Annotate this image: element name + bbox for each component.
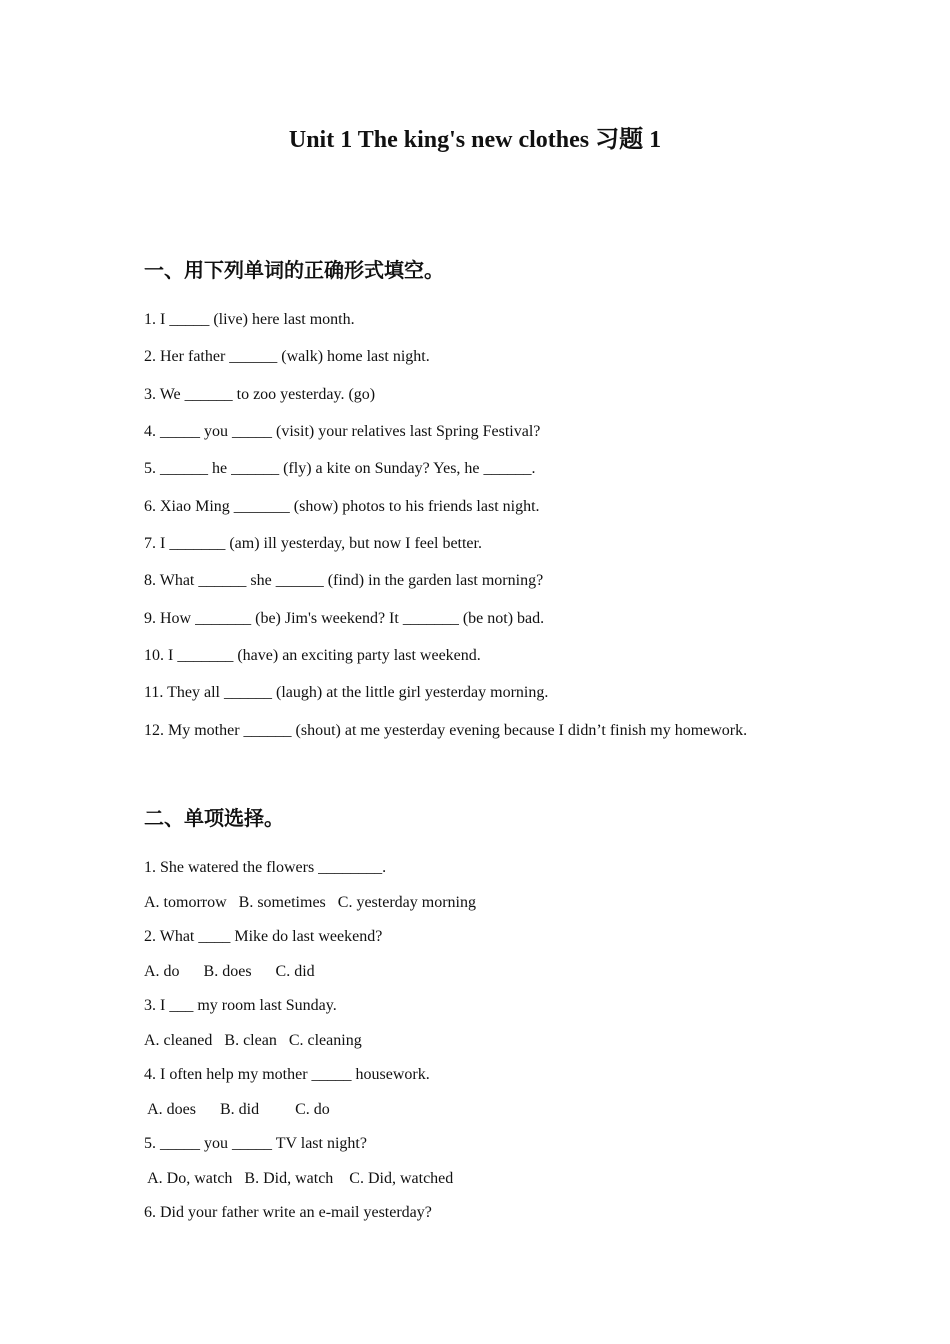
- section-2-options-4: A. does B. did C. do: [144, 1101, 330, 1118]
- section-1-heading: 一、用下列单词的正确形式填空。: [144, 258, 444, 282]
- section-2-question-3: 3. I ___ my room last Sunday.: [144, 997, 337, 1014]
- section-1-item-12: 12. My mother ______ (shout) at me yesterday evening because I didn’t finish my homework.: [144, 722, 748, 739]
- section-1-item-7: 7. I _______ (am) ill yesterday, but now I feel better.: [144, 535, 482, 552]
- section-2-question-6: 6. Did your father write an e-mail yesterday?: [144, 1204, 432, 1221]
- section-1-item-4: 4. _____ you _____ (visit) your relatives last Spring Festival?: [144, 423, 541, 440]
- section-2-question-4: 4. I often help my mother _____ housework.: [144, 1066, 430, 1083]
- page-title: Unit 1 The king's new clothes 习题 1: [288, 127, 662, 153]
- section-1-item-11: 11. They all ______ (laugh) at the little girl yesterday morning.: [144, 684, 549, 701]
- section-2-options-1: A. tomorrow B. sometimes C. yesterday morning: [144, 894, 476, 911]
- section-1-item-6: 6. Xiao Ming _______ (show) photos to his friends last night.: [144, 498, 540, 515]
- section-1-item-8: 8. What ______ she ______ (find) in the garden last morning?: [144, 572, 544, 589]
- section-1-item-2: 2. Her father ______ (walk) home last night.: [144, 348, 430, 365]
- section-2-question-2: 2. What ____ Mike do last weekend?: [144, 928, 383, 945]
- section-1-item-5: 5. ______ he ______ (fly) a kite on Sunday? Yes, he ______.: [144, 460, 536, 477]
- section-2-heading: 二、单项选择。: [144, 806, 284, 830]
- section-1-item-1: 1. I _____ (live) here last month.: [144, 311, 355, 328]
- section-1-item-9: 9. How _______ (be) Jim's weekend? It _______ (be not) bad.: [144, 610, 545, 627]
- section-2-options-2: A. do B. does C. did: [144, 963, 315, 980]
- section-1-item-3: 3. We ______ to zoo yesterday. (go): [144, 386, 376, 403]
- section-1-item-10: 10. I _______ (have) an exciting party last weekend.: [144, 647, 481, 664]
- section-2-options-5: A. Do, watch B. Did, watch C. Did, watched: [144, 1170, 454, 1187]
- section-2-question-1: 1. She watered the flowers ________.: [144, 859, 387, 876]
- section-2-options-3: A. cleaned B. clean C. cleaning: [144, 1032, 362, 1049]
- section-2-question-5: 5. _____ you _____ TV last night?: [144, 1135, 367, 1152]
